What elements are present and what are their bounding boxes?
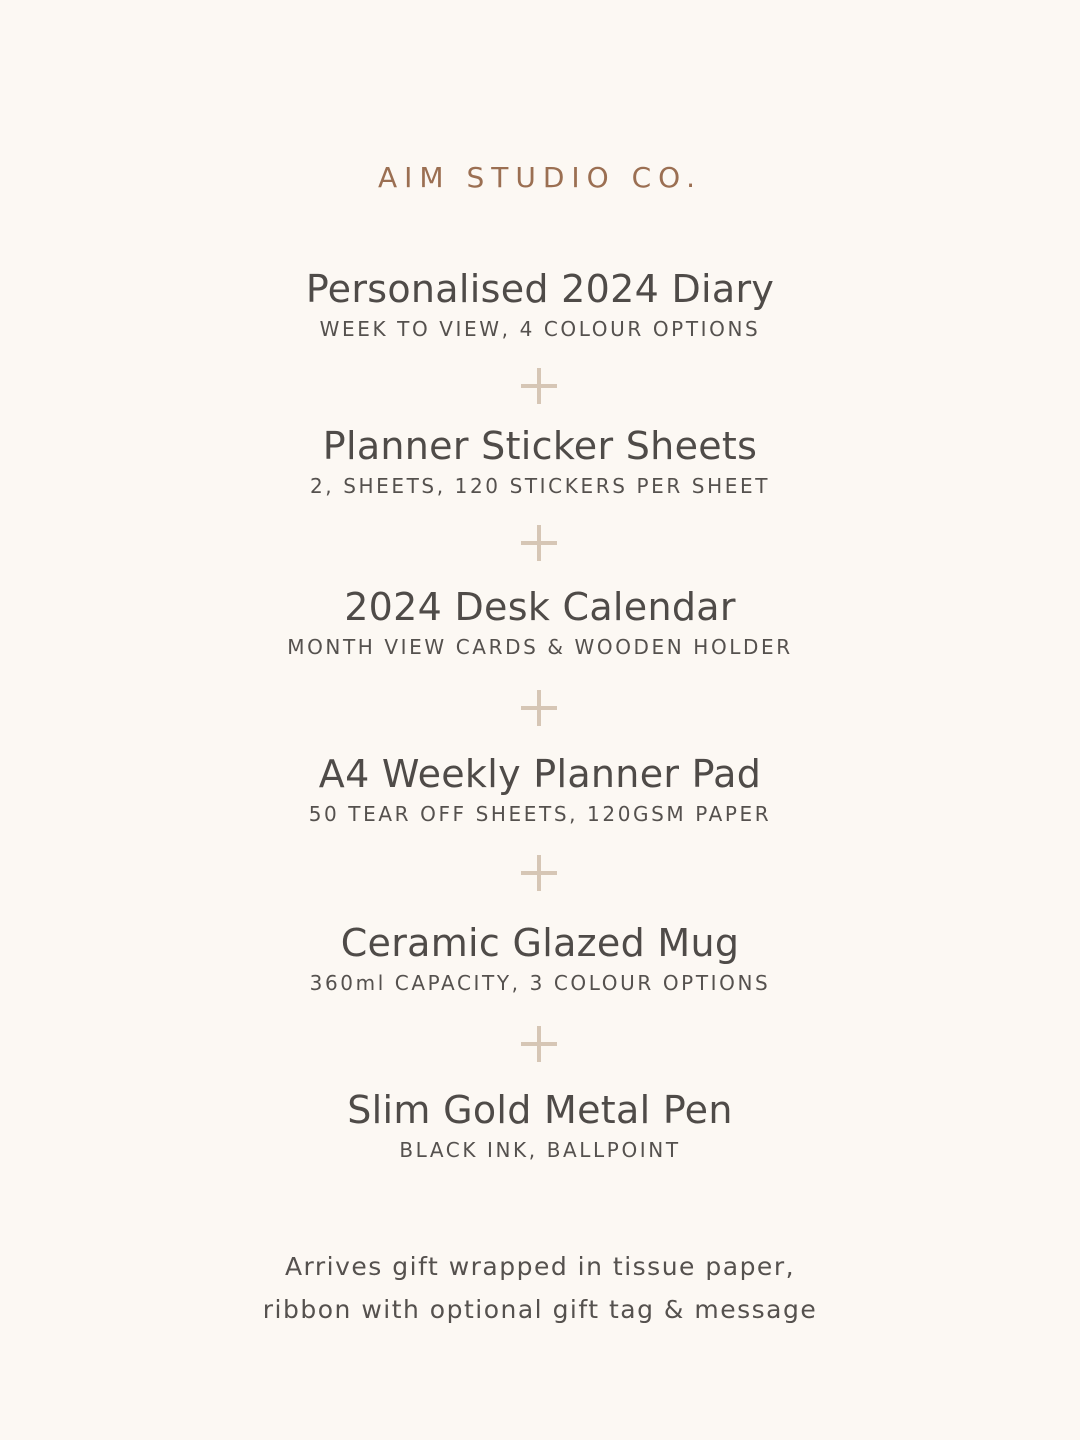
product-item-pen bbox=[0, 1087, 1080, 1163]
gift-wrap-note-line-1: Arrives gift wrapped in tissue paper, bbox=[284, 1252, 796, 1281]
product-item-stickers bbox=[0, 423, 1080, 499]
product-title: Ceramic Glazed Mug bbox=[340, 921, 740, 965]
product-subtitle: WEEK TO VIEW, 4 COLOUR OPTIONS bbox=[319, 317, 761, 341]
product-title: Slim Gold Metal Pen bbox=[347, 1088, 733, 1132]
gift-wrap-note bbox=[0, 1245, 1080, 1331]
product-item-diary bbox=[0, 266, 1080, 342]
product-item-mug bbox=[0, 920, 1080, 996]
plus-icon bbox=[521, 690, 557, 726]
product-title: 2024 Desk Calendar bbox=[344, 585, 736, 629]
product-item-planner-pad bbox=[0, 751, 1080, 827]
plus-icon bbox=[521, 855, 557, 891]
product-title: Planner Sticker Sheets bbox=[322, 424, 758, 468]
gift-wrap-note-line-2: ribbon with optional gift tag & message bbox=[262, 1295, 818, 1324]
plus-icon bbox=[521, 525, 557, 561]
product-title: Personalised 2024 Diary bbox=[305, 267, 775, 311]
product-subtitle: MONTH VIEW CARDS & WOODEN HOLDER bbox=[287, 635, 793, 659]
plus-icon bbox=[521, 1026, 557, 1062]
product-title: A4 Weekly Planner Pad bbox=[318, 752, 762, 796]
product-subtitle: 360ml CAPACITY, 3 COLOUR OPTIONS bbox=[309, 971, 771, 995]
product-item-calendar bbox=[0, 584, 1080, 660]
product-subtitle: BLACK INK, BALLPOINT bbox=[399, 1138, 681, 1162]
product-subtitle: 2, SHEETS, 120 STICKERS PER SHEET bbox=[309, 474, 771, 498]
plus-icon bbox=[521, 368, 557, 404]
brand-name: AIM STUDIO CO. bbox=[378, 161, 702, 194]
product-subtitle: 50 TEAR OFF SHEETS, 120GSM PAPER bbox=[308, 802, 772, 826]
